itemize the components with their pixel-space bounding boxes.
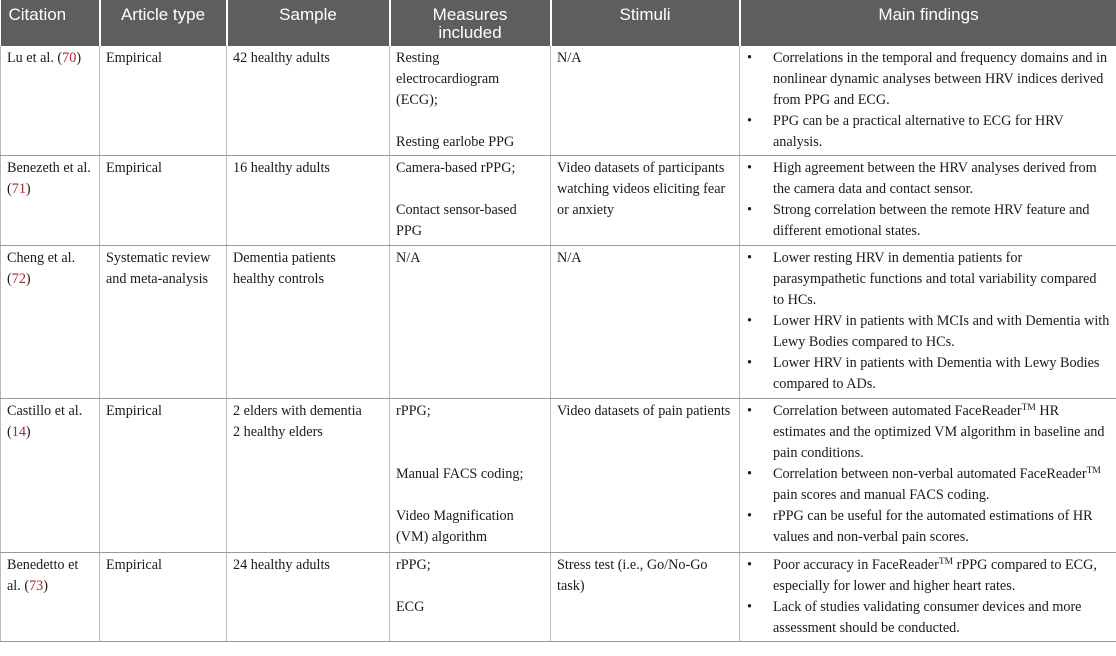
findings-list [746,555,1110,639]
finding-item: • rPPG can be useful for the automated estimations of HR values and non-verbal pain scores. [746,506,1110,548]
finding-item: • Lower HRV in patients with MCIs and with Dementia with Lewy Bodies compared to HCs. [746,311,1110,353]
finding-item: • Correlation between non-verbal automated FaceReader™ pain scores and manual FACS coding. [746,464,1110,506]
stimuli-cell: Video datasets of pain patients [551,399,740,553]
stimuli-cell: N/A [551,46,740,156]
article-type-cell: Empirical [100,156,227,246]
header-citation: Citation [1,0,100,46]
finding-item: • Lower resting HRV in dementia patients for parasympathetic functions and total variability compared to HCs. [746,248,1110,311]
table-row [1,46,1116,156]
measure-item: ECG [396,599,425,615]
measures-cell: N/A [390,246,551,399]
table-header-row [1,0,1116,46]
header-article-type: Article type [100,0,227,46]
article-type-cell: Empirical [100,553,227,642]
citation-text: ) [25,181,31,197]
finding-item: • PPG can be a practical alternative to ECG for HRV analysis. [746,111,1110,153]
stimuli-cell: Video datasets of participants watching videos eliciting fear or anxiety [551,156,740,246]
measures-cell [390,553,551,642]
finding-item: • Correlation between automated FaceReader™ HR estimates and the optimized VM algorithm in baseline and pain conditions. [746,401,1110,464]
finding-item: • Correlations in the temporal and frequency domains and in nonlinear dynamic analyses between HRV indices derived from PPG and ECG. [746,48,1110,111]
sample-cell [227,399,390,553]
finding-item: • Poor accuracy in FaceReader™ rPPG compared to ECG, especially for lower and higher heart rates. [746,555,1110,597]
citation-text: ) [25,424,31,440]
trademark-sup: TM [1086,466,1101,476]
sample-cell: 42 healthy adults [227,46,390,156]
citation-text: ) [43,578,48,594]
citation-cell [1,553,100,642]
citation-text: Lu et al. ( [7,50,63,66]
sample-line: 2 elders with dementia [233,403,362,419]
measure-item: Camera-based rPPG; [396,160,516,176]
table-row [1,246,1116,399]
findings-list [746,48,1110,153]
reference-link[interactable]: 14 [11,424,26,440]
reference-link[interactable]: 72 [11,271,26,287]
measure-item: Resting earlobe PPG [396,134,515,150]
citation-text: ) [76,50,82,66]
citation-text: Benezeth et al. ( [7,160,91,197]
citation-cell [1,156,100,246]
stimuli-cell: N/A [551,246,740,399]
reference-link[interactable]: 71 [11,181,26,197]
table-row [1,156,1116,246]
measure-item: Manual FACS coding; [396,466,524,482]
article-type-cell: Empirical [100,399,227,553]
article-type-cell: Systematic review and meta-analysis [100,246,227,399]
measure-item: Video Magnification (VM) algorithm [396,508,514,545]
table-row [1,553,1116,642]
sample-cell: 24 healthy adults [227,553,390,642]
measures-cell [390,156,551,246]
sample-line: Dementia patients [233,250,336,266]
findings-list [746,248,1110,395]
header-main-findings: Main findings [740,0,1116,46]
measure-item: Contact sensor-based PPG [396,202,517,239]
measures-cell [390,399,551,553]
table-row [1,399,1116,553]
citation-cell [1,246,100,399]
finding-item: • Lower HRV in patients with Dementia with Lewy Bodies compared to ADs. [746,353,1110,395]
sample-line: healthy controls [233,271,325,287]
findings-cell [740,246,1116,399]
findings-cell [740,46,1116,156]
citation-cell [1,46,100,156]
citation-text: ) [25,271,31,287]
citation-text: Benedetto et al. ( [7,557,79,594]
measure-item: rPPG; [396,403,431,419]
reference-link[interactable]: 73 [29,578,44,594]
citation-text: Castillo et al. ( [7,403,83,440]
sample-line: 2 healthy elders [233,424,323,440]
measure-item: Resting electrocardiogram (ECG); [396,50,500,108]
measures-cell [390,46,551,156]
header-stimuli: Stimuli [551,0,740,46]
sample-cell [227,246,390,399]
header-measures-line2: included [438,23,502,42]
measure-item: rPPG; [396,557,431,573]
finding-item: • Lack of studies validating consumer devices and more assessment should be conducted. [746,597,1110,639]
stimuli-cell: Stress test (i.e., Go/No-Go task) [551,553,740,642]
header-measures-line1: Measures [432,5,508,24]
findings-cell [740,399,1116,553]
reference-link[interactable]: 70 [62,50,77,66]
finding-item: • High agreement between the HRV analyses derived from the camera data and contact sensor. [746,158,1110,200]
sample-cell: 16 healthy adults [227,156,390,246]
citation-text: Cheng et al. ( [7,250,76,287]
header-sample: Sample [227,0,390,46]
findings-cell [740,553,1116,642]
citation-cell [1,399,100,553]
findings-list [746,158,1110,242]
header-measures-included [390,0,551,46]
trademark-sup: TM [938,557,954,567]
trademark-sup: TM [1021,403,1036,413]
findings-cell [740,156,1116,246]
article-type-cell: Empirical [100,46,227,156]
findings-list [746,401,1110,548]
finding-item: • Strong correlation between the remote HRV feature and different emotional states. [746,200,1110,242]
